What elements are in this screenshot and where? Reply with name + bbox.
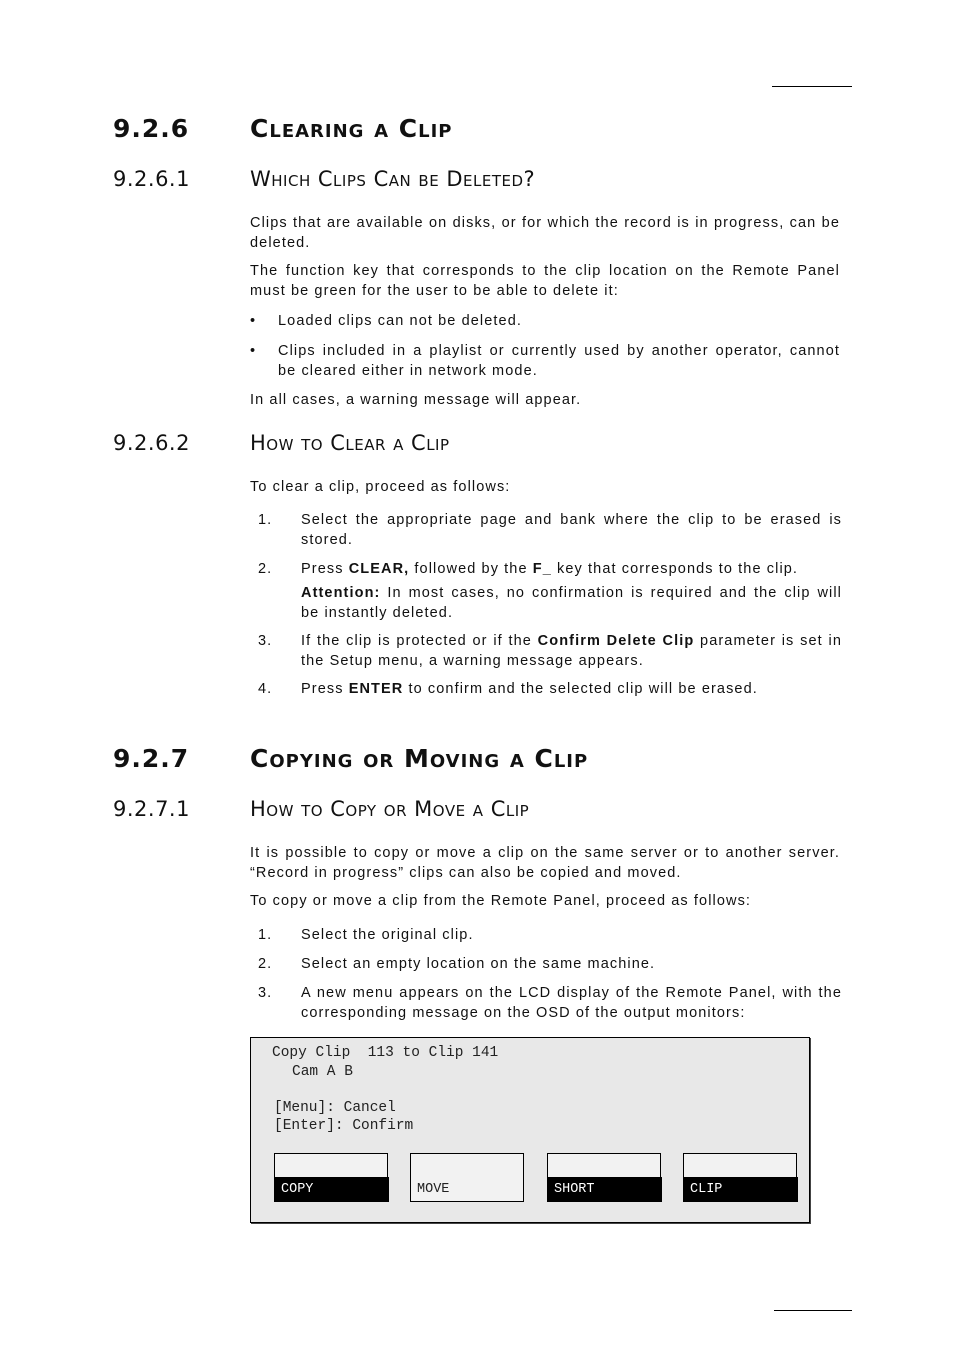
- lcd-key-copy: [274, 1153, 387, 1202]
- paragraph: To clear a clip, proceed as follows:: [250, 479, 511, 495]
- paragraph: Clips that are available on disks, or for which the record is in progress, can be deleted.: [250, 215, 840, 251]
- footer-rule: [774, 1310, 852, 1311]
- lcd-key-top: [274, 1153, 388, 1178]
- section-title: Copying or Moving a Clip: [250, 744, 589, 773]
- step-number: 3.: [258, 985, 273, 1001]
- step-number: 2.: [258, 561, 273, 577]
- step-number: 1.: [258, 927, 273, 943]
- bullet-item: Clips included in a playlist or currently used by another operator, cannot be cleared either in network mode.: [278, 343, 840, 379]
- section-number: 9.2.6: [113, 114, 190, 143]
- step-number: 1.: [258, 512, 273, 528]
- step-text: Select an empty location on the same machine.: [301, 956, 656, 972]
- section-number: 9.2.7: [113, 744, 190, 773]
- subsection-number: 9.2.6.1: [113, 167, 190, 191]
- lcd-display: [250, 1037, 810, 1223]
- paragraph: In all cases, a warning message will appear.: [250, 392, 582, 408]
- lcd-line: [Enter]: Confirm: [274, 1118, 414, 1134]
- subsection-title: Which Clips Can be Deleted?: [250, 167, 536, 191]
- attention-note: Attention: In most cases, no confirmation is required and the clip will be instantly deleted.: [301, 585, 842, 621]
- step-number: 2.: [258, 956, 273, 972]
- paragraph: The function key that corresponds to the clip location on the Remote Panel must be green for the user to be able to delete it:: [250, 263, 840, 299]
- bullet-icon: •: [250, 313, 256, 329]
- lcd-key-label: CLIP: [683, 1177, 798, 1202]
- lcd-line: Copy Clip 113 to Clip 141: [272, 1045, 499, 1061]
- step-text: Press CLEAR, followed by the F_ key that corresponds to the clip.: [301, 561, 799, 577]
- subsection-number: 9.2.6.2: [113, 431, 190, 455]
- lcd-key-label: MOVE: [410, 1177, 524, 1202]
- step-text: If the clip is protected or if the Confirm Delete Clip parameter is set in the Setup menu, a warning message appears.: [301, 633, 842, 669]
- step-text: A new menu appears on the LCD display of the Remote Panel, with the corresponding message on the OSD of the output monitors:: [301, 985, 842, 1021]
- bullet-icon: •: [250, 343, 256, 359]
- lcd-key-clip: [683, 1153, 796, 1202]
- paragraph: To copy or move a clip from the Remote Panel, proceed as follows:: [250, 893, 752, 909]
- lcd-key-move: [410, 1153, 523, 1202]
- subsection-title: How to Copy or Move a Clip: [250, 797, 530, 821]
- bullet-item: Loaded clips can not be deleted.: [278, 313, 522, 329]
- step-text: Select the original clip.: [301, 927, 474, 943]
- step-text: Select the appropriate page and bank where the clip to be erased is stored.: [301, 512, 842, 548]
- lcd-key-top: [547, 1153, 661, 1178]
- lcd-key-label: COPY: [274, 1177, 389, 1202]
- lcd-key-top: [683, 1153, 797, 1178]
- lcd-key-short: [547, 1153, 660, 1202]
- step-number: 4.: [258, 681, 273, 697]
- lcd-line: [Menu]: Cancel: [274, 1100, 396, 1116]
- subsection-number: 9.2.7.1: [113, 797, 190, 821]
- lcd-line: Cam A B: [292, 1064, 353, 1080]
- section-title: Clearing a Clip: [250, 114, 453, 143]
- paragraph: It is possible to copy or move a clip on the same server or to another server. “Record in progress” clips can also be copied and moved.: [250, 845, 840, 881]
- step-text: Press ENTER to confirm and the selected clip will be erased.: [301, 681, 758, 697]
- header-rule: [772, 86, 852, 87]
- lcd-key-label: SHORT: [547, 1177, 662, 1202]
- subsection-title: How to Clear a Clip: [250, 431, 450, 455]
- lcd-key-top: [410, 1153, 524, 1178]
- step-number: 3.: [258, 633, 273, 649]
